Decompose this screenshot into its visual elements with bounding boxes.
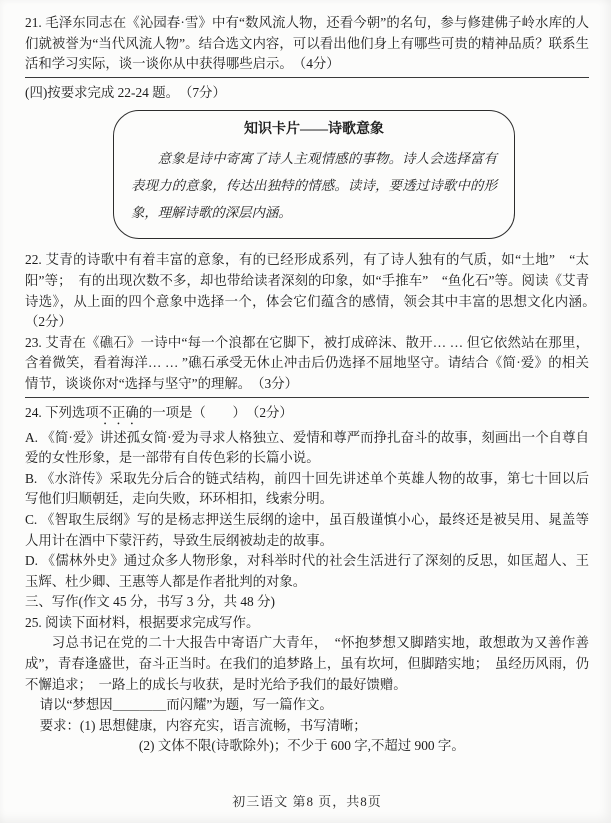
section-divider-middle	[25, 397, 589, 398]
question-25-intro: 25. 阅读下面材料，根据要求完成写作。	[25, 614, 260, 630]
question-24-option-c: C. 《智取生辰纲》写的是杨志押送生辰纲的途中，虽百般谨慎小心，最终还是被吴用、晁盖等人用计在酒中下蒙汗药，导致生辰纲被劫走的故事。	[25, 511, 589, 548]
knowledge-card-title: 知识卡片——诗歌意象	[244, 122, 384, 138]
question-24-stem-pre: 24. 下列选项	[25, 404, 99, 420]
section-3-heading: 三、写作(作文 45 分，书写 3 分，共 48 分)	[25, 594, 275, 610]
question-25-material: 习总书记在党的二十大报告中寄语广大青年， “怀抱梦想又脚踏实地，敢想敢为又善作善成”，青春逢盛世，奋斗正当时。在我们的追梦路上，虽有坎坷，但脚踏实地； 虽经历风雨，仍不懈追求； 一路上的成长与收获，是时光给予我们的最好馈赠。	[25, 635, 589, 692]
question-24-stem	[25, 403, 589, 428]
knowledge-card-body: 意象是诗中寄寓了诗人主观情感的事物。诗人会选择富有表现力的意象，传达出独特的情感。读诗，要透过诗歌中的形象，理解诗歌的深层内涵。	[131, 151, 497, 221]
question-24-stem-post: 的一项是（ ） （2分）	[138, 404, 293, 420]
question-25-requirement-2: (2) 文体不限(诗歌除外)；不少于 600 字,不超过 900 字。	[138, 738, 465, 754]
section-4-heading: (四)按要求完成 22-24 题。 （7分）	[25, 84, 226, 100]
section-divider-top	[25, 77, 589, 78]
knowledge-card	[113, 110, 515, 239]
question-22: 22. 艾青的诗歌中有着丰富的意象，有的已经形成系列，有了诗人独有的气质，如“土地” “太阳”等； 有的出现次数不多，却也带给读者深刻的印象，如“手推车” “鱼化石”等。阅读《艾青诗选》，从上面的四个意象中选择一个，体会它们蕴含的感情，领会其中丰富的思想文化内涵。 （2分）	[25, 252, 603, 330]
question-25-title-line: 请以“梦想因＿＿＿＿而闪耀”为题，写一篇作文。	[39, 697, 333, 713]
page-footer: 初三语文 第8 页，共8页	[232, 794, 382, 810]
question-24-option-d: D. 《儒林外史》通过众多人物形象，对科举时代的社会生活进行了深刻的反思，如匡超人、王玉辉、杜少卿、王惠等人都是作者批判的对象。	[25, 553, 589, 589]
question-24-option-a: A. 《简·爱》讲述孤女简·爱为寻求人格独立、爱情和尊严而挣扎奋斗的故事，刻画出一个自尊自爱的女性形象，是一部带有自传色彩的长篇小说。	[25, 429, 589, 466]
question-24-emphasis: 不正确	[98, 404, 139, 420]
question-23: 23. 艾青在《礁石》一诗中“每一个浪都在它脚下，被打成碎沫、散开… … 但它依然站在那里，含着微笑，看着海洋… … ”礁石承受无休止冲击后仍选择不屈地坚守。请结合《简·爱》的相关情节，谈谈你对“选择与坚守”的理解。 （3分）	[25, 334, 589, 391]
question-21: 21. 毛泽东同志在《沁园春·雪》中有“数风流人物，还看今朝”的名句，参与修建佛子岭水库的人们就被誉为“当代风流人物”。结合选文内容，可以看出他们身上有哪些可贵的精神品质？联系生活和学习实际，谈一谈你从中获得哪些启示。 （4分）	[25, 15, 589, 72]
question-25-requirement-1: 要求：(1) 思想健康，内容充实，语言流畅，书写清晰；	[39, 717, 367, 733]
question-24-option-b: B. 《水浒传》采取先分后合的链式结构，前四十回先讲述单个英雄人物的故事，第七十回以后写他们归顺朝廷，走向失败，环环相扣，线索分明。	[25, 470, 589, 507]
